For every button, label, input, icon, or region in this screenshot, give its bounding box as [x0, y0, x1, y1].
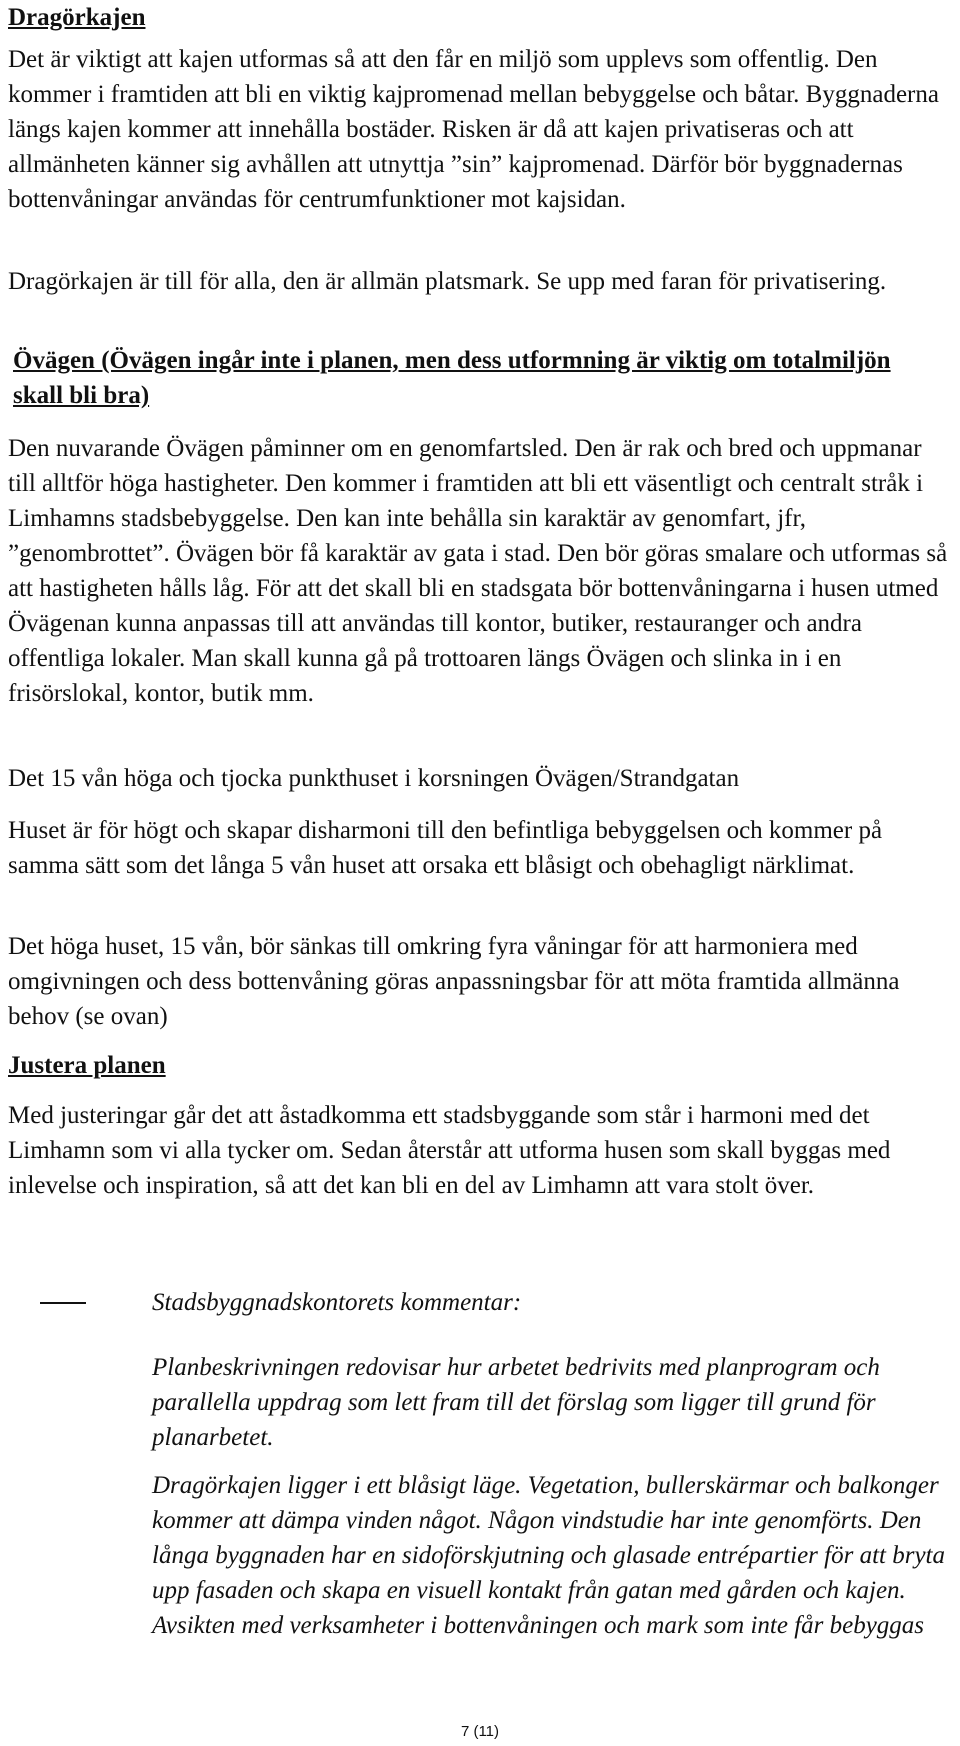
comment-paragraph-2: Dragörkajen ligger i ett blåsigt läge. Vegetation, bullerskärmar och balkonger kommer att dämpa vinden något. Någon vindstudie har inte genomförts. Den långa byggnaden har en sidoförskjutning och glasade entrépartier för att bryta upp fasaden och skapa en visuell kontakt från gatan med gården och kajen. Avsikten med verksamheter i bottenvåningen och mark som inte får bebyggas — [152, 1472, 945, 1639]
section-heading-punkthus: Det 15 vån höga och tjocka punkthuset i korsningen Övägen/Strandgatan — [8, 765, 740, 792]
page-number: 7 (11) — [460, 1723, 500, 1740]
paragraph-punkthus-1: Huset är för högt och skapar disharmoni till den befintliga bebyggelsen och kommer på samma sätt som det långa 5 vån huset att orsaka ett blåsigt och obehagligt närklimat. — [8, 817, 883, 879]
section-heading-justera: Justera planen — [8, 1052, 166, 1079]
comment-paragraph-1: Planbeskrivningen redovisar hur arbetet bedrivits med planprogram och parallella uppdrag som lett fram till det förslag som ligger till grund för planarbetet. — [152, 1354, 880, 1451]
paragraph-punkthus-2: Det höga huset, 15 vån, bör sänkas till omkring fyra våningar för att harmoniera med omgivningen och dess bottenvåning göras anpassningsbar för att möta framtida allmänna behov (se ovan) — [8, 933, 900, 1030]
comment-dash — [40, 1302, 86, 1304]
section-heading-dragorkajen: Dragörkajen — [8, 4, 146, 31]
comment-title: Stadsbyggnadskontorets kommentar: — [152, 1289, 522, 1316]
paragraph-dragorkajen-1: Det är viktigt att kajen utformas så att den får en miljö som upplevs som offentlig. Den kommer i framtiden att bli en viktig kajpromenad mellan bebyggelse och båtar. Byggnaderna längs kajen kommer att innehålla bostäder. Risken är då att kajen privatiseras och att allmänheten känner sig avhållen att utnyttja ”sin” kajpromenad. Därför bör byggnadernas bottenvåningar användas för centrumfunktioner mot kajsidan. — [8, 46, 939, 213]
paragraph-justera-1: Med justeringar går det att åstadkomma ett stadsbyggande som står i harmoni med det Limhamn som vi alla tycker om. Sedan återstår att utforma husen som skall byggas med inlevelse och inspiration, så att det kan bli en del av Limhamn att vara stolt över. — [8, 1102, 891, 1199]
section-heading-ovagen: Övägen (Övägen ingår inte i planen, men dess utformning är viktig om totalmiljön skall bli bra) — [13, 347, 891, 409]
paragraph-dragorkajen-2: Dragörkajen är till för alla, den är allmän platsmark. Se upp med faran för privatisering. — [8, 268, 887, 295]
paragraph-ovagen-1: Den nuvarande Övägen påminner om en genomfartsled. Den är rak och bred och uppmanar till alltför höga hastigheter. Den kommer i framtiden att bli ett väsentligt och centralt stråk i Limhamns stadsbebyggelse. Den kan inte behålla sin karaktär av genomfart, jfr, ”genombrottet”. Övägen bör få karaktär av gata i stad. Den bör göras smalare och utformas så att hastigheten hålls låg. För att det skall bli en stadsgata bör bottenvåningarna i husen utmed Övägenan kunna anpassas till att användas till kontor, butiker, restauranger och andra offentliga lokaler. Man skall kunna gå på trottoaren längs Övägen och slinka in i en frisörslokal, kontor, butik mm. — [8, 435, 948, 707]
